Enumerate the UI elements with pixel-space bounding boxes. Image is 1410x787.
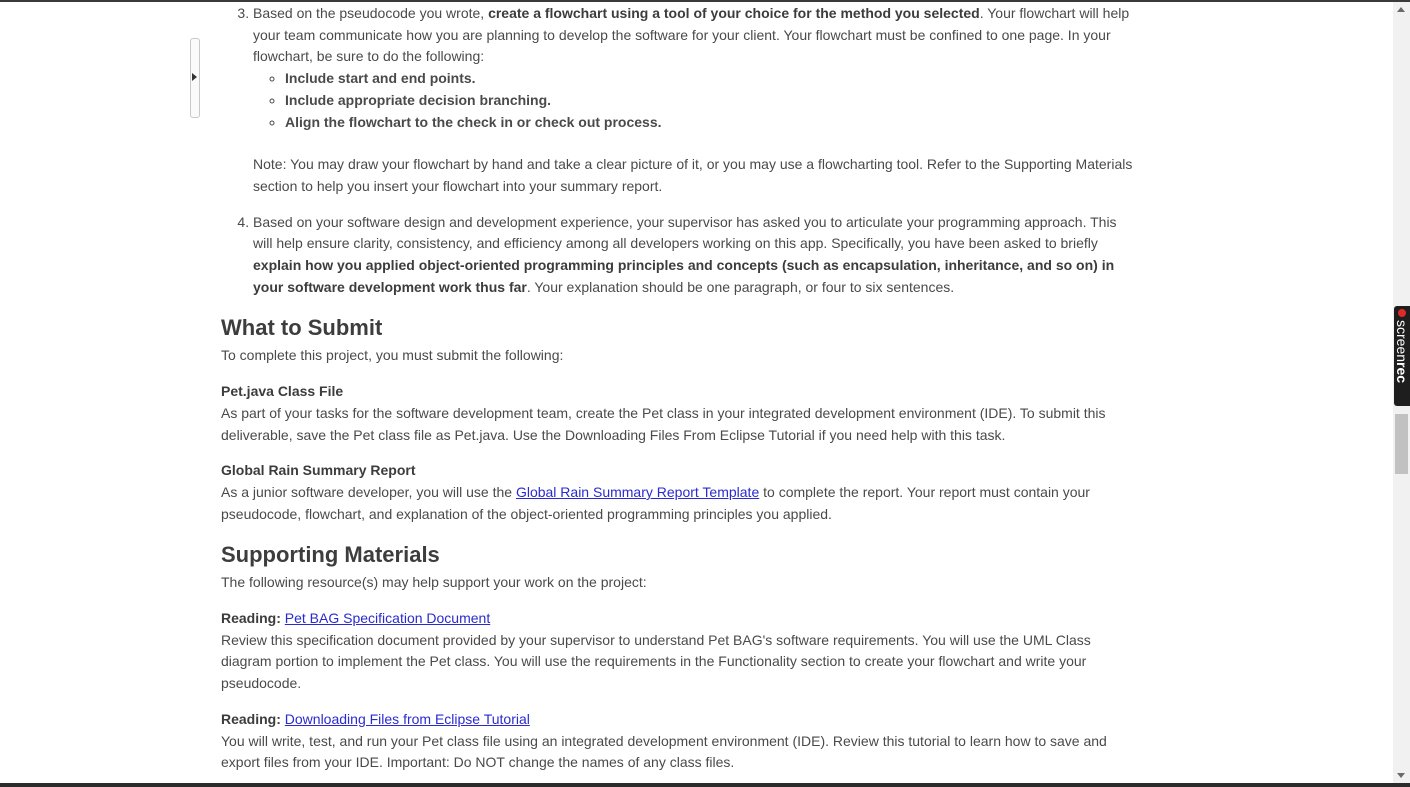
bullet-item: ◦ Include appropriate decision branching. (285, 90, 1136, 112)
bullet-item: ◦ Include start and end points. (285, 68, 1136, 90)
submit-intro: To complete this project, you must submit the following: (221, 347, 564, 364)
step-4-bold: explain how you applied object-oriented programming principles and concepts (such as encapsulation, inheritance, and so on) in your software development work thus far (253, 257, 1115, 295)
main-content (221, 3, 1136, 774)
support-item-text: Review this specification document provided by your supervisor to understand Pet BAG's software requirements. You will use the UML Class diagram portion to implement the Pet class. You will use the requirements in the Functionality section to create your flowchart and write your pseudocode. (221, 631, 1091, 692)
support-intro: The following resource(s) may help support your work on the project: (221, 574, 647, 591)
steps-list (221, 3, 1136, 298)
summary-report-template-link[interactable]: Global Rain Summary Report Template (515, 483, 760, 500)
step-3-text: 3. Based on the pseudocode you wrote, create a flowchart using a tool of your choice for the method you selected. Your flowchart will help your team communicate how you are planning to develop the software for your client. Your flowchart must be confined to one page. In your flowchart, be sure to do the following: (253, 5, 1130, 65)
submit-item-summary-report (221, 460, 1136, 525)
caret-right-icon (192, 73, 197, 81)
submit-item-pet-java (221, 381, 1136, 446)
supporting-materials-heading: Supporting Materials (221, 542, 440, 568)
step-3-bullets (253, 68, 1136, 133)
screenrec-label: screenrec (1394, 320, 1410, 384)
screenrec-widget[interactable] (1394, 306, 1410, 406)
scroll-up-icon[interactable] (1397, 7, 1405, 12)
step-4 (253, 212, 1136, 299)
support-item-heading: Reading: Pet BAG Specification Document (221, 610, 491, 627)
submit-item-text: As a junior software developer, you will use the Global Rain Summary Report Template to complete the report. Your report must contain your pseudocode, flowchart, and explanation of the object-oriented programming principles you applied. (221, 483, 1090, 522)
step-3-bold: create a flowchart using a tool of your choice for the method you selected (488, 5, 980, 21)
submit-item-title: Pet.java Class File (221, 383, 344, 400)
step-3-note: Note: You may draw your flowchart by hand and take a clear picture of it, or you may use a flowcharting tool. Refer to the Supporting Materials section to help you insert your flowchart into your summary report. (253, 156, 1133, 194)
support-item-eclipse-tutorial (221, 709, 1136, 774)
step-3 (253, 3, 1136, 198)
bottom-border (0, 783, 1410, 787)
what-to-submit-heading: What to Submit (221, 315, 383, 341)
eclipse-tutorial-link[interactable]: Downloading Files from Eclipse Tutorial (284, 710, 530, 727)
step-4-text: 4. Based on your software design and development experience, your supervisor has asked you to articulate your programming approach. This will help ensure clarity, consistency, and efficiency among all developers working on this app. Specifically, you have been asked to briefly explain how you applied object-oriented programming principles and concepts (such as encapsulation, inheritance, and so on) in your software development work thus far. Your explanation should be one paragraph, or four to six sentences. (253, 213, 1117, 295)
scroll-down-icon[interactable] (1397, 773, 1405, 778)
record-dot-icon (1398, 309, 1406, 317)
scroll-thumb[interactable] (1395, 414, 1408, 474)
support-item-spec-doc (221, 608, 1136, 695)
bullet-item: ◦ Align the flowchart to the check in or check out process. (285, 112, 1136, 134)
support-item-heading: Reading: Downloading Files from Eclipse Tutorial (221, 710, 530, 727)
pet-bag-spec-link[interactable]: Pet BAG Specification Document (284, 610, 491, 627)
top-border (0, 0, 1410, 2)
sidebar-toggle-button[interactable] (190, 38, 200, 118)
submit-item-text: As part of your tasks for the software development team, create the Pet class in your integrated development environment (IDE). To submit this deliverable, save the Pet class file as Pet.java. Use the Downloading Files From Eclipse Tutorial if you need help with this task. (221, 404, 1106, 443)
support-item-text: You will write, test, and run your Pet class file using an integrated development environment (IDE). Review this tutorial to learn how to save and export files from your IDE. Important: Do NOT change the names of any class files. (221, 732, 1107, 771)
submit-item-title: Global Rain Summary Report (221, 462, 416, 479)
